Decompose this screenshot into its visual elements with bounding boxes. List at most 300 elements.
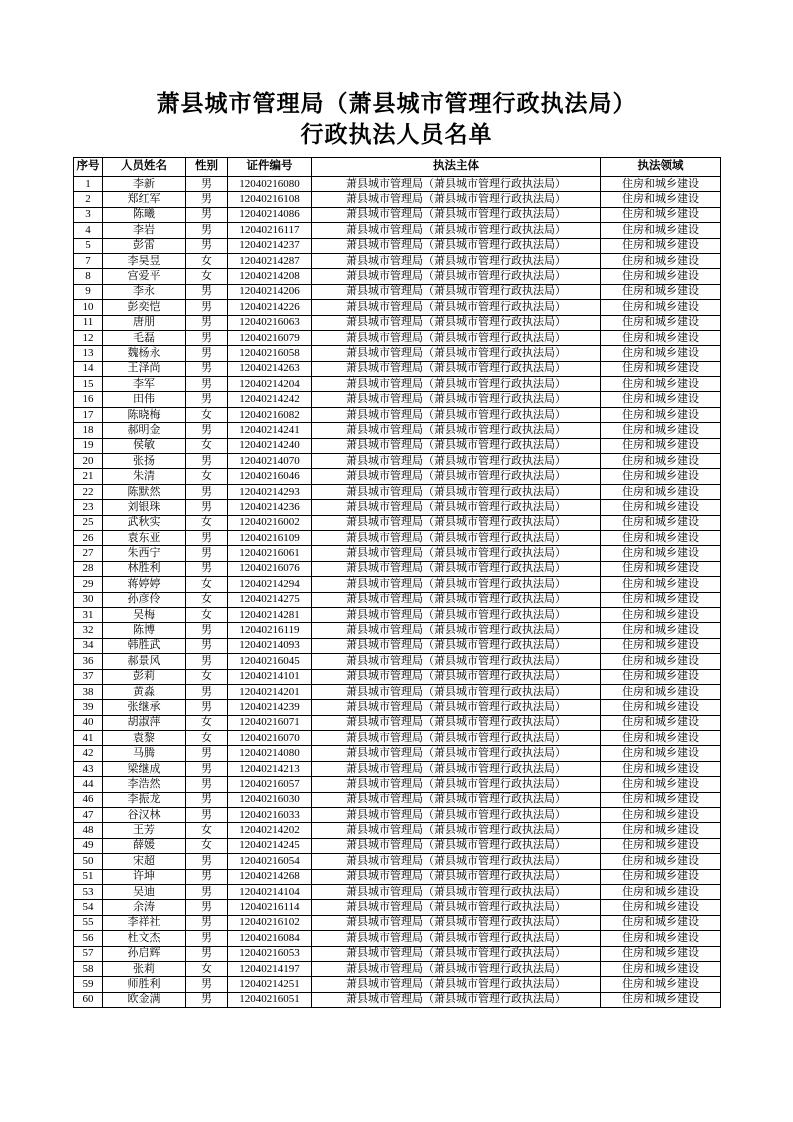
- cell-gender: 女: [186, 515, 228, 530]
- cell-field: 住房和城乡建设: [601, 177, 721, 192]
- header-cert-no: 证件编号: [228, 158, 312, 177]
- cell-subject: 萧县城市管理局（萧县城市管理行政执法局）: [312, 607, 601, 622]
- cell-subject: 萧县城市管理局（萧县城市管理行政执法局）: [312, 315, 601, 330]
- cell-seq: 34: [74, 638, 103, 653]
- cell-gender: 女: [186, 715, 228, 730]
- cell-name: 李浩然: [103, 777, 186, 792]
- cell-seq: 59: [74, 977, 103, 992]
- cell-cert-no: 12040214070: [228, 454, 312, 469]
- table-row: [74, 238, 721, 253]
- table-header-row: [74, 158, 721, 177]
- cell-subject: 萧县城市管理局（萧县城市管理行政执法局）: [312, 838, 601, 853]
- cell-subject: 萧县城市管理局（萧县城市管理行政执法局）: [312, 977, 601, 992]
- cell-gender: 男: [186, 915, 228, 930]
- cell-subject: 萧县城市管理局（萧县城市管理行政执法局）: [312, 684, 601, 699]
- cell-name: 朱清: [103, 469, 186, 484]
- table-row: [74, 592, 721, 607]
- cell-seq: 37: [74, 669, 103, 684]
- cell-subject: 萧县城市管理局（萧县城市管理行政执法局）: [312, 761, 601, 776]
- cell-seq: 18: [74, 423, 103, 438]
- cell-seq: 14: [74, 361, 103, 376]
- personnel-table: [73, 157, 721, 1008]
- cell-subject: 萧县城市管理局（萧县城市管理行政执法局）: [312, 715, 601, 730]
- cell-cert-no: 12040216046: [228, 469, 312, 484]
- cell-subject: 萧县城市管理局（萧县城市管理行政执法局）: [312, 515, 601, 530]
- cell-cert-no: 12040216117: [228, 223, 312, 238]
- cell-cert-no: 12040216082: [228, 407, 312, 422]
- cell-subject: 萧县城市管理局（萧县城市管理行政执法局）: [312, 561, 601, 576]
- cell-name: 李祥社: [103, 915, 186, 930]
- cell-gender: 女: [186, 731, 228, 746]
- cell-cert-no: 12040214202: [228, 823, 312, 838]
- cell-seq: 40: [74, 715, 103, 730]
- cell-field: 住房和城乡建设: [601, 238, 721, 253]
- cell-name: 魏杨永: [103, 346, 186, 361]
- cell-field: 住房和城乡建设: [601, 561, 721, 576]
- cell-name: 侯敏: [103, 438, 186, 453]
- table-row: [74, 715, 721, 730]
- cell-field: 住房和城乡建设: [601, 438, 721, 453]
- cell-field: 住房和城乡建设: [601, 423, 721, 438]
- cell-field: 住房和城乡建设: [601, 623, 721, 638]
- cell-gender: 男: [186, 792, 228, 807]
- cell-cert-no: 12040214208: [228, 269, 312, 284]
- cell-field: 住房和城乡建设: [601, 469, 721, 484]
- cell-name: 彭莉: [103, 669, 186, 684]
- table-row: [74, 731, 721, 746]
- cell-seq: 8: [74, 269, 103, 284]
- cell-name: 李昊昱: [103, 253, 186, 268]
- cell-seq: 42: [74, 746, 103, 761]
- cell-seq: 9: [74, 284, 103, 299]
- cell-gender: 男: [186, 900, 228, 915]
- cell-cert-no: 12040216070: [228, 731, 312, 746]
- cell-name: 吴迪: [103, 884, 186, 899]
- table-row: [74, 392, 721, 407]
- table-body: [74, 177, 721, 1008]
- table-row: [74, 777, 721, 792]
- cell-gender: 男: [186, 500, 228, 515]
- header-gender: 性别: [186, 158, 228, 177]
- cell-cert-no: 12040216033: [228, 808, 312, 823]
- cell-name: 毛磊: [103, 330, 186, 345]
- cell-gender: 女: [186, 438, 228, 453]
- cell-gender: 女: [186, 592, 228, 607]
- cell-gender: 男: [186, 392, 228, 407]
- cell-subject: 萧县城市管理局（萧县城市管理行政执法局）: [312, 946, 601, 961]
- cell-gender: 女: [186, 577, 228, 592]
- cell-seq: 3: [74, 207, 103, 222]
- cell-cert-no: 12040214213: [228, 761, 312, 776]
- cell-seq: 29: [74, 577, 103, 592]
- cell-name: 刘银珠: [103, 500, 186, 515]
- cell-gender: 男: [186, 546, 228, 561]
- cell-field: 住房和城乡建设: [601, 500, 721, 515]
- cell-field: 住房和城乡建设: [601, 992, 721, 1007]
- cell-name: 郝明金: [103, 423, 186, 438]
- cell-gender: 女: [186, 961, 228, 976]
- cell-subject: 萧县城市管理局（萧县城市管理行政执法局）: [312, 746, 601, 761]
- cell-subject: 萧县城市管理局（萧县城市管理行政执法局）: [312, 546, 601, 561]
- cell-cert-no: 12040216057: [228, 777, 312, 792]
- cell-subject: 萧县城市管理局（萧县城市管理行政执法局）: [312, 177, 601, 192]
- cell-name: 彭雷: [103, 238, 186, 253]
- cell-name: 梁继成: [103, 761, 186, 776]
- table-row: [74, 346, 721, 361]
- cell-seq: 49: [74, 838, 103, 853]
- cell-field: 住房和城乡建设: [601, 900, 721, 915]
- cell-seq: 23: [74, 500, 103, 515]
- cell-subject: 萧县城市管理局（萧县城市管理行政执法局）: [312, 623, 601, 638]
- cell-seq: 4: [74, 223, 103, 238]
- table-row: [74, 484, 721, 499]
- cell-gender: 男: [186, 454, 228, 469]
- cell-gender: 男: [186, 977, 228, 992]
- cell-gender: 男: [186, 315, 228, 330]
- cell-name: 郑红军: [103, 192, 186, 207]
- cell-gender: 男: [186, 761, 228, 776]
- cell-subject: 萧县城市管理局（萧县城市管理行政执法局）: [312, 438, 601, 453]
- cell-cert-no: 12040214245: [228, 838, 312, 853]
- table-row: [74, 823, 721, 838]
- header-field: 执法领域: [601, 158, 721, 177]
- cell-subject: 萧县城市管理局（萧县城市管理行政执法局）: [312, 592, 601, 607]
- cell-cert-no: 12040214080: [228, 746, 312, 761]
- cell-seq: 22: [74, 484, 103, 499]
- cell-field: 住房和城乡建设: [601, 731, 721, 746]
- table-row: [74, 207, 721, 222]
- table-row: [74, 869, 721, 884]
- cell-gender: 男: [186, 284, 228, 299]
- cell-subject: 萧县城市管理局（萧县城市管理行政执法局）: [312, 223, 601, 238]
- cell-name: 陈晓梅: [103, 407, 186, 422]
- cell-field: 住房和城乡建设: [601, 361, 721, 376]
- cell-subject: 萧县城市管理局（萧县城市管理行政执法局）: [312, 577, 601, 592]
- cell-seq: 43: [74, 761, 103, 776]
- cell-gender: 男: [186, 177, 228, 192]
- cell-cert-no: 12040216108: [228, 192, 312, 207]
- cell-subject: 萧县城市管理局（萧县城市管理行政执法局）: [312, 192, 601, 207]
- cell-cert-no: 12040214240: [228, 438, 312, 453]
- cell-name: 许坤: [103, 869, 186, 884]
- cell-subject: 萧县城市管理局（萧县城市管理行政执法局）: [312, 931, 601, 946]
- table-row: [74, 515, 721, 530]
- cell-cert-no: 12040216053: [228, 946, 312, 961]
- table-row: [74, 361, 721, 376]
- cell-cert-no: 12040216061: [228, 546, 312, 561]
- cell-name: 韩胜武: [103, 638, 186, 653]
- cell-subject: 萧县城市管理局（萧县城市管理行政执法局）: [312, 915, 601, 930]
- cell-cert-no: 12040216045: [228, 654, 312, 669]
- cell-field: 住房和城乡建设: [601, 577, 721, 592]
- table-row: [74, 284, 721, 299]
- table-row: [74, 761, 721, 776]
- cell-cert-no: 12040214201: [228, 684, 312, 699]
- cell-gender: 男: [186, 238, 228, 253]
- cell-cert-no: 12040214104: [228, 884, 312, 899]
- cell-field: 住房和城乡建设: [601, 638, 721, 653]
- cell-cert-no: 12040214242: [228, 392, 312, 407]
- cell-name: 唐朋: [103, 315, 186, 330]
- cell-gender: 男: [186, 654, 228, 669]
- table-row: [74, 992, 721, 1007]
- cell-gender: 男: [186, 207, 228, 222]
- cell-gender: 男: [186, 638, 228, 653]
- cell-seq: 32: [74, 623, 103, 638]
- cell-cert-no: 12040216102: [228, 915, 312, 930]
- cell-seq: 28: [74, 561, 103, 576]
- header-subject: 执法主体: [312, 158, 601, 177]
- cell-name: 杜文杰: [103, 931, 186, 946]
- cell-seq: 41: [74, 731, 103, 746]
- table-row: [74, 623, 721, 638]
- cell-gender: 男: [186, 946, 228, 961]
- cell-cert-no: 12040214275: [228, 592, 312, 607]
- cell-gender: 男: [186, 746, 228, 761]
- table-row: [74, 561, 721, 576]
- cell-gender: 男: [186, 192, 228, 207]
- cell-cert-no: 12040216051: [228, 992, 312, 1007]
- cell-field: 住房和城乡建设: [601, 977, 721, 992]
- cell-seq: 57: [74, 946, 103, 961]
- cell-field: 住房和城乡建设: [601, 669, 721, 684]
- cell-subject: 萧县城市管理局（萧县城市管理行政执法局）: [312, 900, 601, 915]
- table-row: [74, 684, 721, 699]
- cell-seq: 15: [74, 377, 103, 392]
- cell-name: 孙彦伶: [103, 592, 186, 607]
- cell-seq: 20: [74, 454, 103, 469]
- cell-subject: 萧县城市管理局（萧县城市管理行政执法局）: [312, 869, 601, 884]
- cell-subject: 萧县城市管理局（萧县城市管理行政执法局）: [312, 484, 601, 499]
- table-row: [74, 638, 721, 653]
- cell-name: 彭奕恺: [103, 300, 186, 315]
- cell-gender: 女: [186, 269, 228, 284]
- table-row: [74, 530, 721, 545]
- cell-seq: 58: [74, 961, 103, 976]
- cell-name: 薛媛: [103, 838, 186, 853]
- table-row: [74, 577, 721, 592]
- cell-subject: 萧县城市管理局（萧县城市管理行政执法局）: [312, 731, 601, 746]
- cell-seq: 54: [74, 900, 103, 915]
- cell-field: 住房和城乡建设: [601, 761, 721, 776]
- cell-subject: 萧县城市管理局（萧县城市管理行政执法局）: [312, 669, 601, 684]
- cell-gender: 男: [186, 684, 228, 699]
- table-row: [74, 177, 721, 192]
- cell-gender: 男: [186, 854, 228, 869]
- cell-cert-no: 12040214093: [228, 638, 312, 653]
- document-title: [0, 0, 793, 150]
- cell-subject: 萧县城市管理局（萧县城市管理行政执法局）: [312, 500, 601, 515]
- table-row: [74, 808, 721, 823]
- table-row: [74, 915, 721, 930]
- cell-field: 住房和城乡建设: [601, 823, 721, 838]
- cell-seq: 11: [74, 315, 103, 330]
- cell-field: 住房和城乡建设: [601, 377, 721, 392]
- cell-subject: 萧县城市管理局（萧县城市管理行政执法局）: [312, 284, 601, 299]
- table-row: [74, 931, 721, 946]
- cell-gender: 女: [186, 253, 228, 268]
- table-row: [74, 977, 721, 992]
- cell-gender: 男: [186, 623, 228, 638]
- cell-seq: 17: [74, 407, 103, 422]
- cell-seq: 60: [74, 992, 103, 1007]
- cell-field: 住房和城乡建设: [601, 330, 721, 345]
- cell-name: 陈默然: [103, 484, 186, 499]
- cell-gender: 男: [186, 346, 228, 361]
- cell-gender: 男: [186, 361, 228, 376]
- table-row: [74, 253, 721, 268]
- cell-seq: 30: [74, 592, 103, 607]
- cell-seq: 36: [74, 654, 103, 669]
- table-row: [74, 607, 721, 622]
- cell-gender: 女: [186, 669, 228, 684]
- cell-name: 王芳: [103, 823, 186, 838]
- cell-cert-no: 12040214293: [228, 484, 312, 499]
- cell-gender: 女: [186, 838, 228, 853]
- cell-field: 住房和城乡建设: [601, 654, 721, 669]
- cell-gender: 男: [186, 777, 228, 792]
- cell-seq: 26: [74, 530, 103, 545]
- table-row: [74, 192, 721, 207]
- cell-field: 住房和城乡建设: [601, 223, 721, 238]
- header-name: 人员姓名: [103, 158, 186, 177]
- cell-seq: 19: [74, 438, 103, 453]
- cell-seq: 1: [74, 177, 103, 192]
- cell-cert-no: 12040214251: [228, 977, 312, 992]
- table-row: [74, 654, 721, 669]
- cell-field: 住房和城乡建设: [601, 346, 721, 361]
- cell-name: 谷汉林: [103, 808, 186, 823]
- table-row: [74, 792, 721, 807]
- cell-subject: 萧县城市管理局（萧县城市管理行政执法局）: [312, 269, 601, 284]
- cell-field: 住房和城乡建设: [601, 607, 721, 622]
- cell-field: 住房和城乡建设: [601, 484, 721, 499]
- cell-gender: 男: [186, 377, 228, 392]
- cell-field: 住房和城乡建设: [601, 207, 721, 222]
- cell-cert-no: 12040216058: [228, 346, 312, 361]
- cell-subject: 萧县城市管理局（萧县城市管理行政执法局）: [312, 361, 601, 376]
- cell-cert-no: 12040214236: [228, 500, 312, 515]
- page-title-line1: 萧县城市管理局（萧县城市管理行政执法局）: [156, 91, 637, 116]
- cell-gender: 女: [186, 469, 228, 484]
- cell-field: 住房和城乡建设: [601, 684, 721, 699]
- cell-name: 李振龙: [103, 792, 186, 807]
- cell-gender: 男: [186, 530, 228, 545]
- cell-cert-no: 12040216071: [228, 715, 312, 730]
- cell-name: 李军: [103, 377, 186, 392]
- cell-subject: 萧县城市管理局（萧县城市管理行政执法局）: [312, 854, 601, 869]
- cell-seq: 12: [74, 330, 103, 345]
- table-row: [74, 700, 721, 715]
- cell-seq: 21: [74, 469, 103, 484]
- cell-cert-no: 12040214101: [228, 669, 312, 684]
- cell-field: 住房和城乡建设: [601, 315, 721, 330]
- cell-field: 住房和城乡建设: [601, 392, 721, 407]
- cell-field: 住房和城乡建设: [601, 269, 721, 284]
- cell-name: 宫爱平: [103, 269, 186, 284]
- cell-subject: 萧县城市管理局（萧县城市管理行政执法局）: [312, 238, 601, 253]
- cell-cert-no: 12040214263: [228, 361, 312, 376]
- cell-field: 住房和城乡建设: [601, 407, 721, 422]
- cell-seq: 16: [74, 392, 103, 407]
- cell-cert-no: 12040216030: [228, 792, 312, 807]
- table-row: [74, 746, 721, 761]
- cell-field: 住房和城乡建设: [601, 746, 721, 761]
- cell-subject: 萧县城市管理局（萧县城市管理行政执法局）: [312, 884, 601, 899]
- cell-field: 住房和城乡建设: [601, 915, 721, 930]
- table-row: [74, 900, 721, 915]
- cell-gender: 男: [186, 484, 228, 499]
- cell-subject: 萧县城市管理局（萧县城市管理行政执法局）: [312, 454, 601, 469]
- cell-subject: 萧县城市管理局（萧县城市管理行政执法局）: [312, 961, 601, 976]
- cell-gender: 男: [186, 992, 228, 1007]
- table-row: [74, 377, 721, 392]
- cell-name: 武秋实: [103, 515, 186, 530]
- cell-seq: 48: [74, 823, 103, 838]
- cell-seq: 27: [74, 546, 103, 561]
- cell-seq: 47: [74, 808, 103, 823]
- cell-cert-no: 12040216119: [228, 623, 312, 638]
- table-row: [74, 269, 721, 284]
- cell-subject: 萧县城市管理局（萧县城市管理行政执法局）: [312, 207, 601, 222]
- cell-gender: 男: [186, 931, 228, 946]
- table-row: [74, 838, 721, 853]
- cell-field: 住房和城乡建设: [601, 300, 721, 315]
- cell-subject: 萧县城市管理局（萧县城市管理行政执法局）: [312, 346, 601, 361]
- table-row: [74, 854, 721, 869]
- cell-subject: 萧县城市管理局（萧县城市管理行政执法局）: [312, 253, 601, 268]
- cell-field: 住房和城乡建设: [601, 946, 721, 961]
- cell-field: 住房和城乡建设: [601, 884, 721, 899]
- cell-subject: 萧县城市管理局（萧县城市管理行政执法局）: [312, 700, 601, 715]
- cell-field: 住房和城乡建设: [601, 808, 721, 823]
- table-row: [74, 300, 721, 315]
- cell-seq: 31: [74, 607, 103, 622]
- cell-cert-no: 12040216080: [228, 177, 312, 192]
- cell-cert-no: 12040214268: [228, 869, 312, 884]
- cell-subject: 萧县城市管理局（萧县城市管理行政执法局）: [312, 823, 601, 838]
- cell-name: 余涛: [103, 900, 186, 915]
- cell-seq: 25: [74, 515, 103, 530]
- cell-name: 袁东亚: [103, 530, 186, 545]
- cell-field: 住房和城乡建设: [601, 284, 721, 299]
- table-row: [74, 500, 721, 515]
- cell-gender: 男: [186, 423, 228, 438]
- page-title-line2: 行政执法人员名单: [300, 122, 493, 147]
- cell-name: 马腾: [103, 746, 186, 761]
- cell-gender: 女: [186, 407, 228, 422]
- cell-name: 师胜利: [103, 977, 186, 992]
- table-row: [74, 223, 721, 238]
- cell-cert-no: 12040214237: [228, 238, 312, 253]
- cell-field: 住房和城乡建设: [601, 869, 721, 884]
- cell-name: 李新: [103, 177, 186, 192]
- cell-subject: 萧县城市管理局（萧县城市管理行政执法局）: [312, 530, 601, 545]
- cell-name: 李岩: [103, 223, 186, 238]
- cell-subject: 萧县城市管理局（萧县城市管理行政执法局）: [312, 407, 601, 422]
- header-seq: 序号: [74, 158, 103, 177]
- cell-gender: 男: [186, 330, 228, 345]
- cell-subject: 萧县城市管理局（萧县城市管理行政执法局）: [312, 808, 601, 823]
- cell-name: 张扬: [103, 454, 186, 469]
- cell-subject: 萧县城市管理局（萧县城市管理行政执法局）: [312, 300, 601, 315]
- cell-name: 吴梅: [103, 607, 186, 622]
- cell-field: 住房和城乡建设: [601, 838, 721, 853]
- cell-cert-no: 12040214206: [228, 284, 312, 299]
- cell-cert-no: 12040214294: [228, 577, 312, 592]
- cell-field: 住房和城乡建设: [601, 961, 721, 976]
- cell-name: 郝景风: [103, 654, 186, 669]
